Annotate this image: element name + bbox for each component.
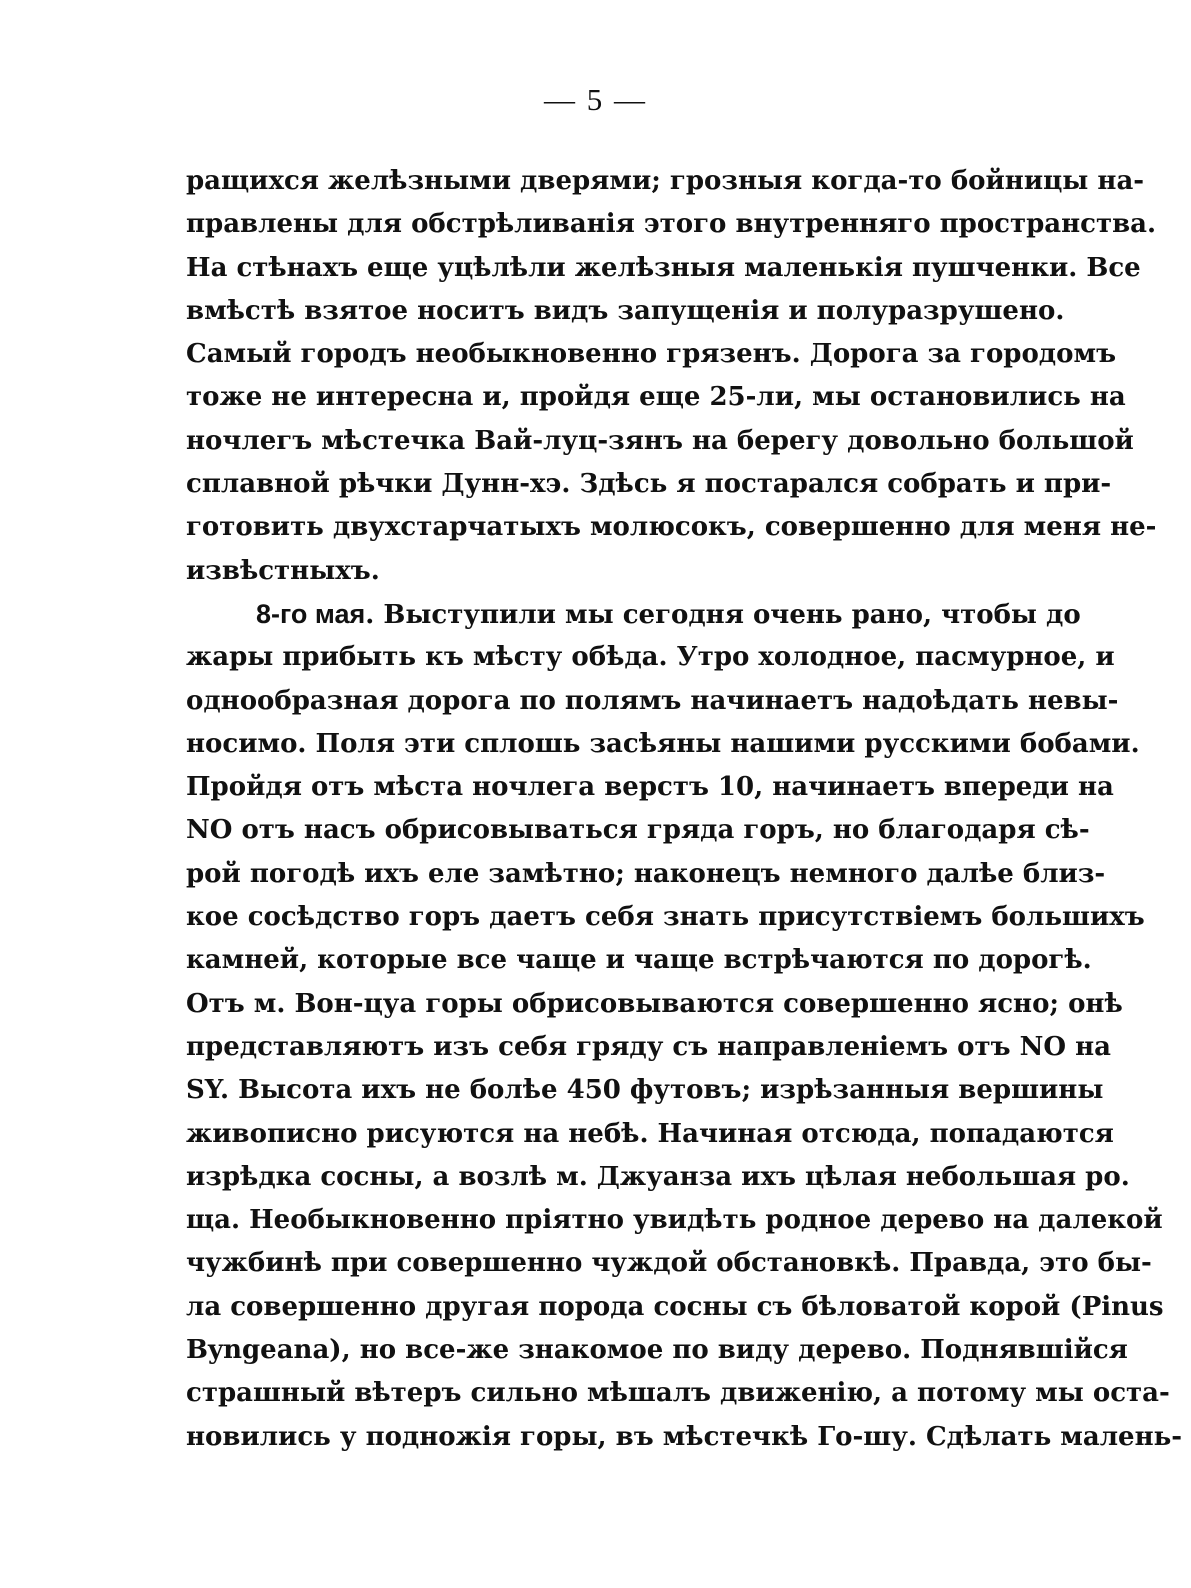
text-line: носимо. Поля эти сплошь засѣяны нашими русскими бобами. <box>186 728 1140 759</box>
text-line: представляютъ изъ себя гряду съ направленіемъ отъ NO на <box>186 1031 1111 1062</box>
page-number: — 5 — <box>544 82 647 117</box>
text-line: живописно рисуются на небѣ. Начиная отсюда, попадаются <box>186 1118 1114 1149</box>
text-line: готовить двухстарчатыхъ молюсокъ, совершенно для меня не- <box>186 512 1157 543</box>
paragraph-2 <box>186 593 1183 1459</box>
text-line: чужбинѣ при совершенно чуждой обстановкѣ. Правда, это бы- <box>186 1248 1152 1279</box>
text-line: рой погодѣ ихъ еле замѣтно; наконецъ немного далѣе близ- <box>186 858 1106 889</box>
paragraph-first-line <box>186 593 1081 636</box>
text-line: NO отъ насъ обрисовываться гряда горъ, но благодаря сѣ- <box>186 815 1090 846</box>
text-line: тоже не интересна и, пройдя еще 25-ли, мы остановились на <box>186 382 1126 413</box>
body-text <box>186 160 1183 1459</box>
text-line: Самый городъ необыкновенно грязенъ. Дорога за городомъ <box>186 339 1117 370</box>
text-line: вмѣстѣ взятое носитъ видъ запущенія и полуразрушено. <box>186 295 1065 326</box>
text-line: кое сосѣдство горъ даетъ себя знать присутствіемъ большихъ <box>186 902 1145 933</box>
text-line: SY. Высота ихъ не болѣе 450 футовъ; изрѣзанныя вершины <box>186 1075 1104 1106</box>
text-span: . Выступили мы сегодня очень рано, чтобы до <box>365 599 1081 630</box>
text-line: жары прибыть къ мѣсту обѣда. Утро холодное, пасмурное, и <box>186 642 1115 673</box>
text-line: ращихся желѣзными дверями; грозныя когда-то бойницы на- <box>186 166 1145 196</box>
text-line: изрѣдка сосны, а возлѣ м. Джуанза ихъ цѣлая небольшая ро. <box>186 1161 1130 1192</box>
text-line: страшный вѣтеръ сильно мѣшалъ движенію, а потому мы оста- <box>186 1378 1170 1409</box>
text-line: камней, которые все чаще и чаще встрѣчаются по дорогѣ. <box>186 945 1092 976</box>
text-line: ща. Необыкновенно пріятно увидѣть родное дерево на далекой <box>186 1205 1163 1236</box>
text-line: правлены для обстрѣливанія этого внутренняго пространства. <box>186 209 1157 240</box>
text-line: ночлегъ мѣстечка Вай-луц-зянъ на берегу довольно большой <box>186 425 1134 456</box>
text-line: извѣстныхъ. <box>186 555 380 586</box>
text-line: Byngeana), но все-же знакомое по виду дерево. Поднявшійся <box>186 1335 1128 1366</box>
text-line: ла совершенно другая порода сосны съ бѣловатой корой (Pinus <box>186 1291 1164 1322</box>
paragraph-1 <box>186 160 1157 593</box>
text-line: Пройдя отъ мѣста ночлега верстъ 10, начинаетъ впереди на <box>186 772 1114 803</box>
text-line: Отъ м. Вон-цуа горы обрисовываются совершенно ясно; онѣ <box>186 988 1123 1019</box>
text-line: сплавной рѣчки Дунн-хэ. Здѣсь я постарался собрать и при- <box>186 469 1112 500</box>
text-line: новились у подножія горы, въ мѣстечкѣ Го-шу. Сдѣлать малень- <box>186 1421 1183 1452</box>
text-line: однообразная дорога по полямъ начинаетъ надоѣдать невы- <box>186 685 1119 716</box>
text-line: На стѣнахъ еще уцѣлѣли желѣзныя маленькія пушченки. Все <box>186 252 1141 283</box>
entry-date: 8-го мая <box>256 598 366 629</box>
